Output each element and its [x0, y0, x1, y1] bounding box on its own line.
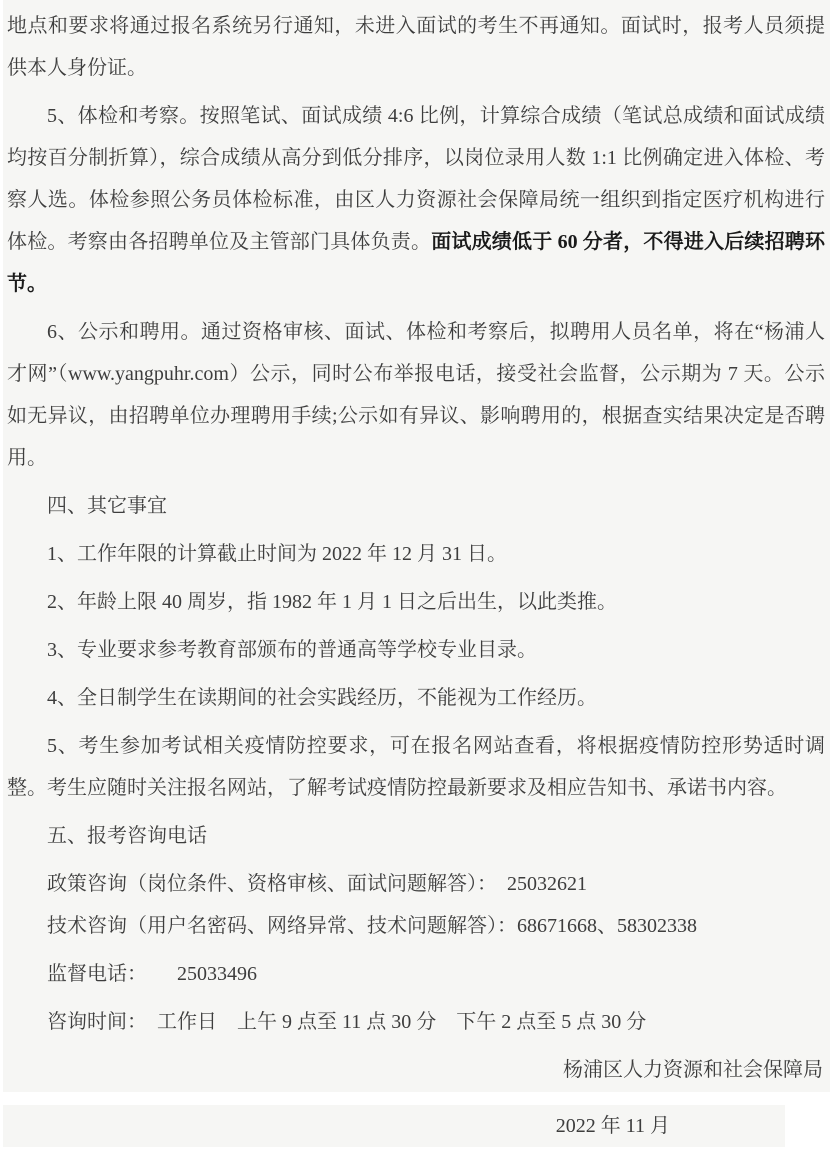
para-technical-consultation-phone: 技术咨询（用户名密码、网络异常、技术问题解答）：68671668、58302338 [47, 915, 697, 937]
para-physical-exam-inspection [7, 95, 825, 305]
para-note-5-epidemic-prevention: 5、考生参加考试相关疫情防控要求，可在报名网站查看，将根据疫情防控形势适时调整。考生应随时关注报名网站，了解考试疫情防控最新要求及相应告知书、承诺书内容。 [7, 735, 825, 799]
para-note-4-full-time-students: 4、全日制学生在读期间的社会实践经历，不能视为工作经历。 [47, 687, 597, 709]
para-note-2-age-limit: 2、年龄上限 40 周岁，指 1982 年 1 月 1 日之后出生，以此类推。 [47, 591, 617, 613]
document-page-2 [3, 1105, 785, 1147]
para-note-1-work-years: 1、工作年限的计算截止时间为 2022 年 12 月 31 日。 [47, 543, 507, 565]
date-line: 2022 年 11 月 [555, 1115, 670, 1137]
para-physical-exam-normal-text: 5、体检和考察。按照笔试、面试成绩 4:6 比例，计算综合成绩（笔试总成绩和面试成绩均按百分制折算），综合成绩从高分到低分排序，以岗位录用人数 1:1 比例确定进入体检、考察人选。体检参照公务员体检标准，由区人力资源社会保障局统一组织到指定医疗机构进行体检。考察由各招聘单位及主管部门具体负责。 [7, 105, 825, 253]
document-page-1 [3, 0, 830, 1092]
para-policy-consultation-phone: 政策咨询（岗位条件、资格审核、面试问题解答）： 25032621 [47, 873, 587, 895]
para-interview-notice: 地点和要求将通过报名系统另行通知，未进入面试的考生不再通知。面试时，报考人员须提供本人身份证。 [7, 15, 825, 79]
para-publicity-employment: 6、公示和聘用。通过资格审核、面试、体检和考察后，拟聘用人员名单，将在“杨浦人才网”（www.yangpuhr.com）公示，同时公布举报电话，接受社会监督，公示期为 7 天。公示如无异议，由招聘单位办理聘用手续;公示如有异议、影响聘用的，根据查实结果决定是否聘用。 [7, 321, 825, 469]
heading-other-matters: 四、其它事宜 [47, 495, 167, 517]
signature-issuing-bureau: 杨浦区人力资源和社会保障局 [563, 1059, 823, 1081]
heading-consultation-phone: 五、报考咨询电话 [47, 825, 207, 847]
para-consultation-hours: 咨询时间： 工作日 上午 9 点至 11 点 30 分 下午 2 点至 5 点 30 分 [47, 1011, 647, 1033]
para-supervision-phone: 监督电话： 25033496 [47, 963, 257, 985]
para-note-3-major-catalog: 3、专业要求参考教育部颁布的普通高等学校专业目录。 [47, 639, 537, 661]
para-physical-exam-bold-text: 面试成绩低于 60 分者，不得进入后续招聘环节。 [7, 231, 826, 295]
